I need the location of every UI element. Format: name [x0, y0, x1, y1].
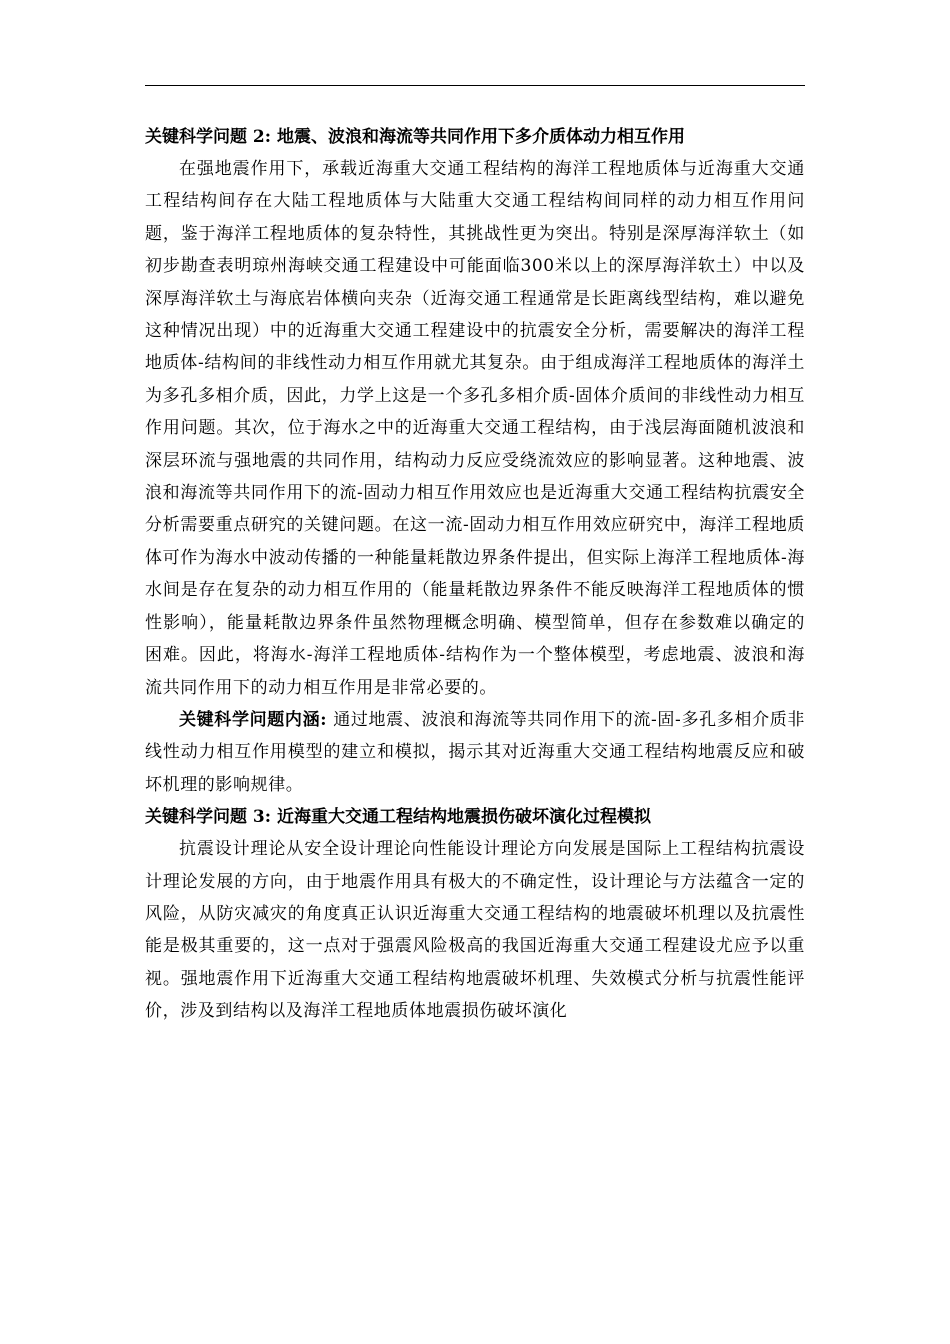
document-body — [145, 121, 805, 1028]
section-heading-2: 关键科学问题 2: 地震、波浪和海流等共同作用下多介质体动力相互作用 — [145, 127, 685, 147]
connotation-label: 关键科学问题内涵: — [179, 709, 328, 730]
connotation-paragraph — [145, 704, 805, 801]
connotation-text: 通过地震、波浪和海流等共同作用下的流-固-多孔多相介质非线性动力相互作用模型的建立和模拟，揭示其对近海重大交通工程结构地震反应和破坏机理的影响规律。 — [145, 709, 805, 795]
body-paragraph: 在强地震作用下，承载近海重大交通工程结构的海洋工程地质体与近海重大交通工程结构间存在大陆工程地质体与大陆重大交通工程结构间同样的动力相互作用问题，鉴于海洋工程地质体的复杂特性，其挑战性更为突出。特别是深厚海洋软土（如初步勘查表明琼州海峡交通工程建设中可能面临300米以上的深厚海洋软土）中以及深厚海洋软土与海底岩体横向夹杂（近海交通工程通常是长距离线型结构，难以避免这种情况出现）中的近海重大交通工程建设中的抗震安全分析，需要解决的海洋工程地质体-结构间的非线性动力相互作用就尤其复杂。由于组成海洋工程地质体的海洋土为多孔多相介质，因此，力学上这是一个多孔多相介质-固体介质间的非线性动力相互作用问题。其次，位于海水之中的近海重大交通工程结构，由于浅层海面随机波浪和深层环流与强地震的共同作用，结构动力反应受绕流效应的影响显著。这种地震、波浪和海流等共同作用下的流-固动力相互作用效应也是近海重大交通工程结构抗震安全分析需要重点研究的关键问题。在这一流-固动力相互作用效应研究中，海洋工程地质体可作为海水中波动传播的一种能量耗散边界条件提出，但实际上海洋工程地质体-海水间是存在复杂的动力相互作用的（能量耗散边界条件不能反映海洋工程地质体的惯性影响），能量耗散边界条件虽然物理概念明确、模型简单，但存在参数难以确定的困难。因此，将海水-海洋工程地质体-结构作为一个整体模型，考虑地震、波浪和海流共同作用下的动力相互作用是非常必要的。 — [145, 159, 805, 698]
section-heading-3: 关键科学问题 3: 近海重大交通工程结构地震损伤破坏演化过程模拟 — [145, 807, 651, 828]
header-rule — [145, 85, 805, 86]
body-paragraph: 抗震设计理论从安全设计理论向性能设计理论方向发展是国际上工程结构抗震设计理论发展的方向，由于地震作用具有极大的不确定性，设计理论与方法蕴含一定的风险，从防灾减灾的角度真正认识近海重大交通工程结构的地震破坏机理以及抗震性能是极其重要的，这一点对于强震风险极高的我国近海重大交通工程建设尤应予以重视。强地震作用下近海重大交通工程结构地震破坏机理、失效模式分析与抗震性能评价，涉及到结构以及海洋工程地质体地震损伤破坏演化 — [145, 839, 805, 1022]
